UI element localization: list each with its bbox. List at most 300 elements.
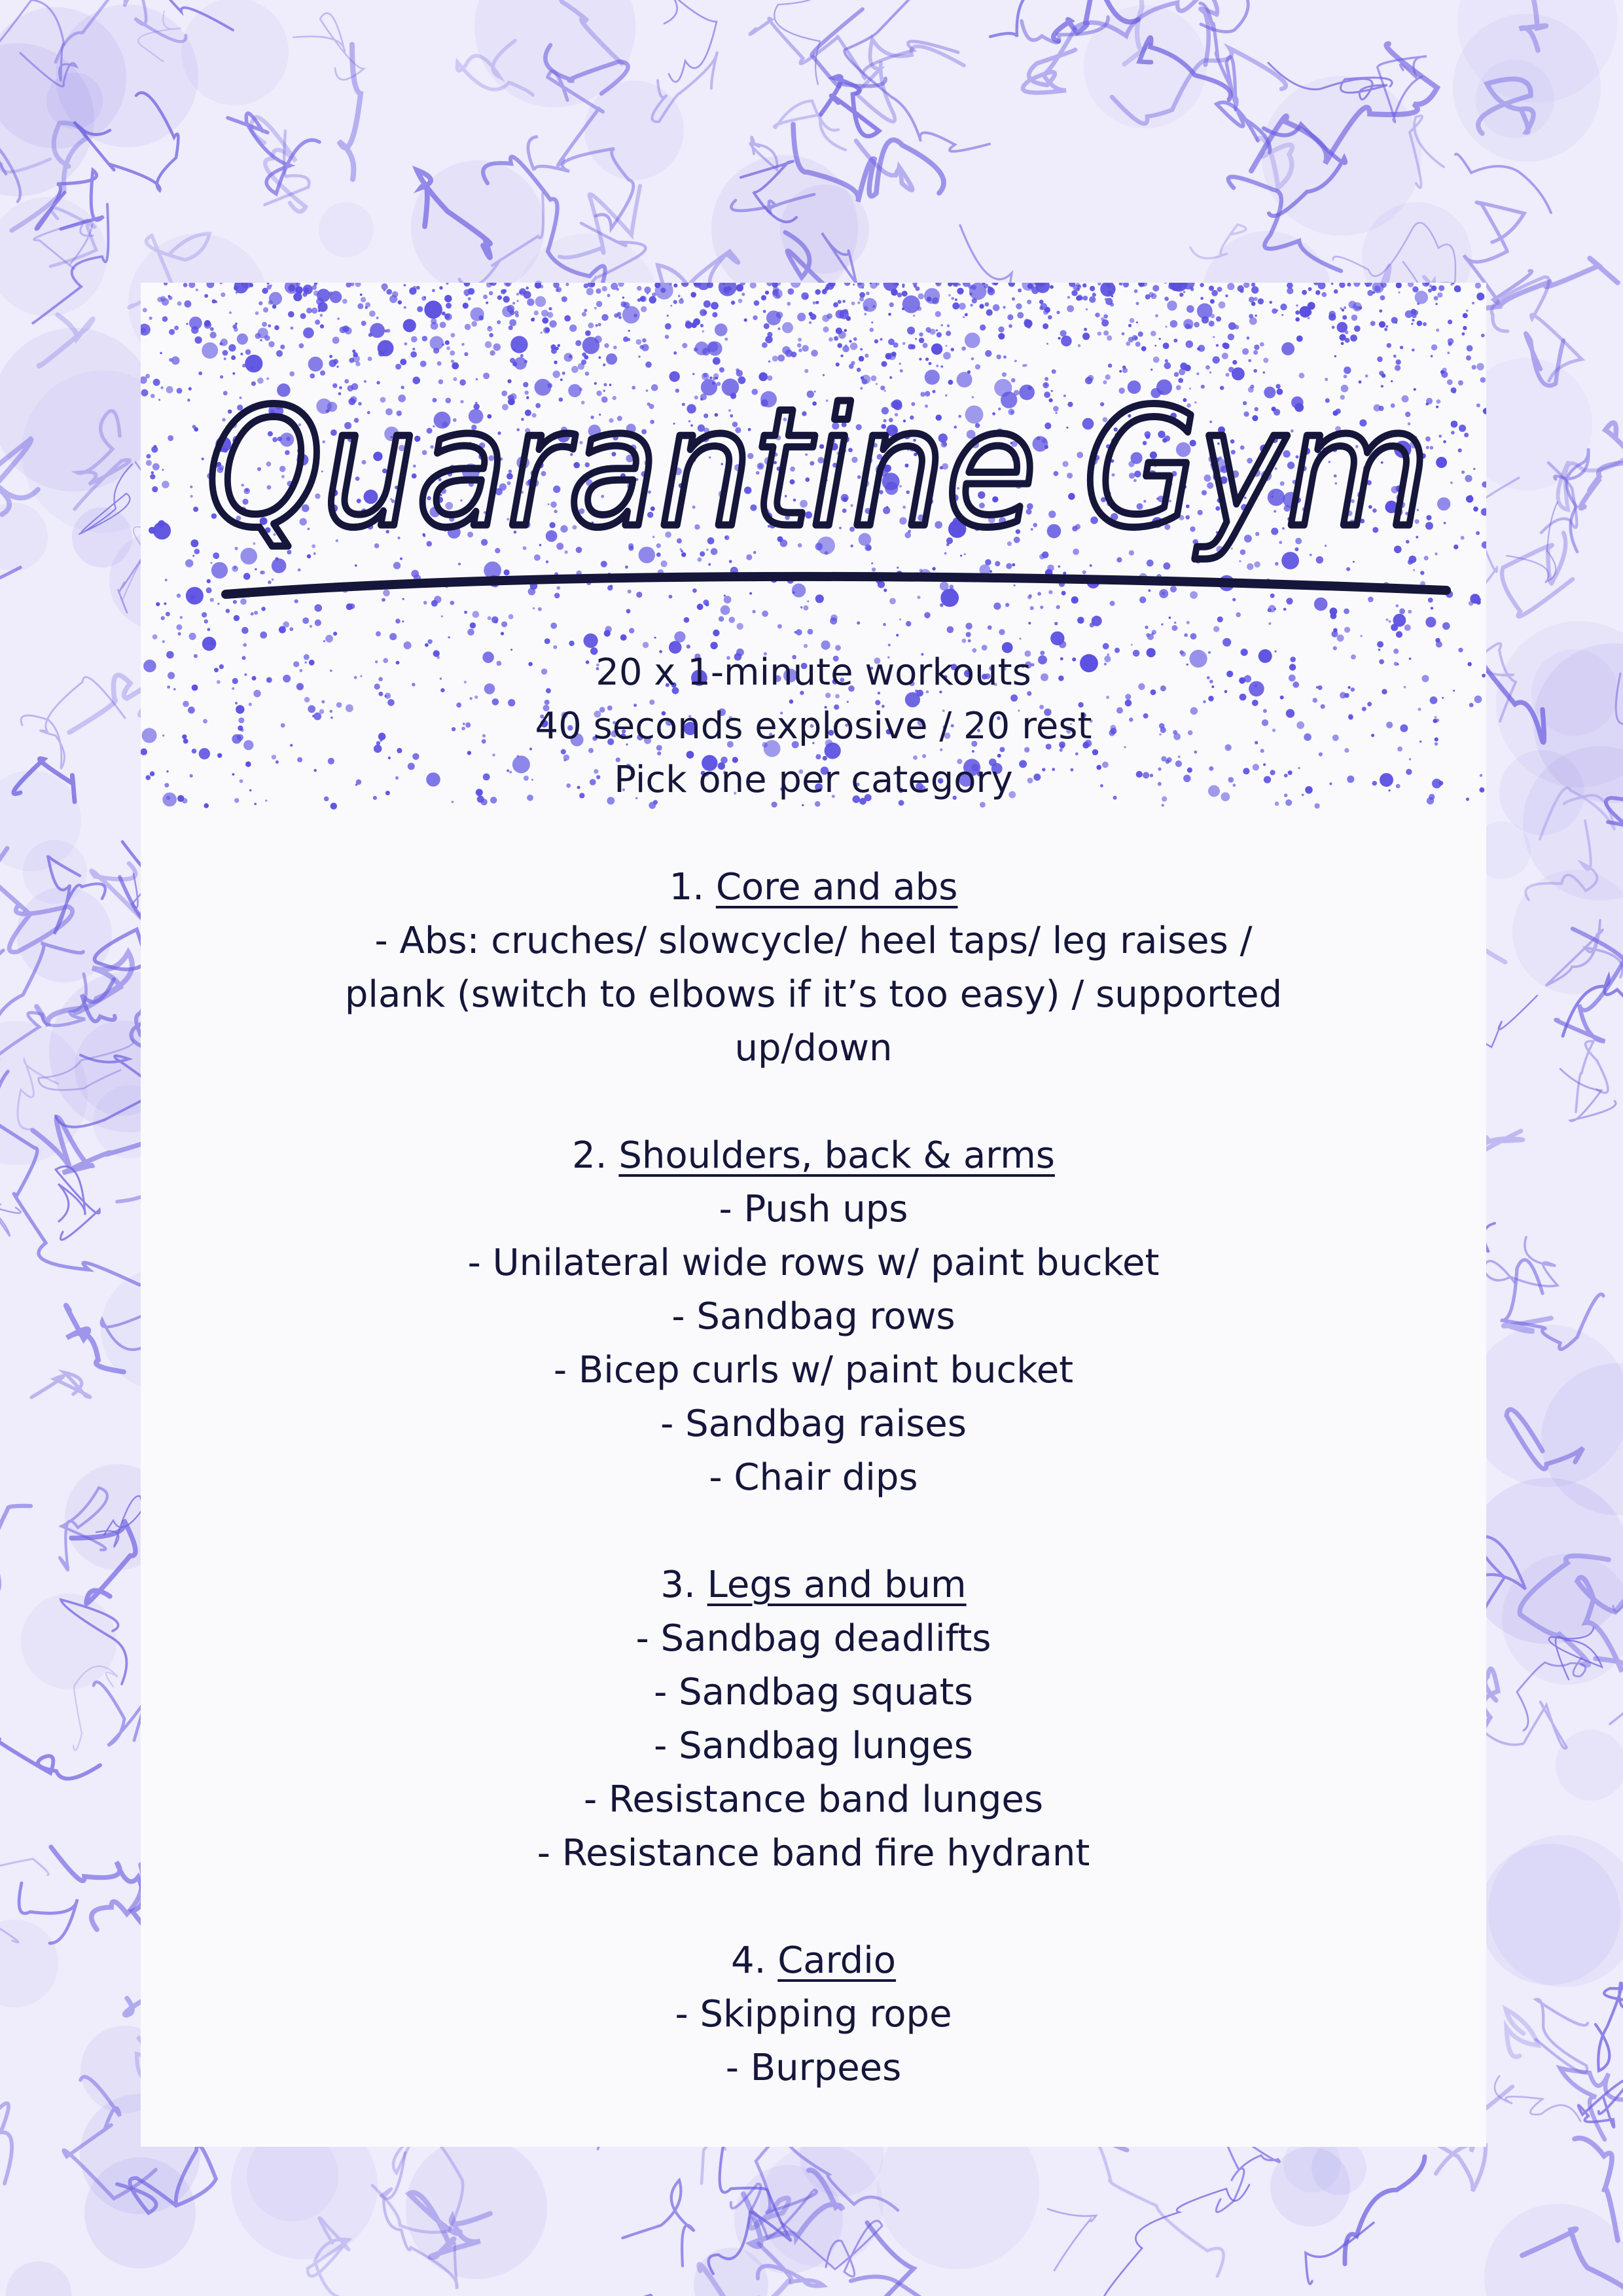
splatter-dot bbox=[160, 386, 163, 389]
splatter-dot bbox=[392, 291, 398, 297]
splatter-dot bbox=[993, 603, 1001, 610]
splatter-dot bbox=[262, 322, 267, 327]
splatter-dot bbox=[712, 312, 717, 317]
splatter-dot bbox=[531, 317, 535, 321]
splatter-dot bbox=[729, 617, 736, 623]
splatter-dot bbox=[166, 386, 173, 393]
splatter-dot bbox=[1123, 283, 1129, 287]
splatter-dot bbox=[1027, 300, 1031, 304]
splatter-dot bbox=[626, 609, 631, 613]
splatter-dot bbox=[468, 288, 474, 295]
splatter-dot bbox=[1067, 305, 1074, 312]
splatter-dot bbox=[959, 303, 966, 310]
splatter-dot bbox=[1130, 318, 1135, 323]
marble-cloud bbox=[411, 160, 544, 294]
section-number: 2. bbox=[572, 1134, 607, 1177]
splatter-dot bbox=[288, 311, 294, 317]
splatter-dot bbox=[161, 616, 165, 620]
document-body bbox=[141, 646, 1486, 2095]
exercise-item: - Chair dips bbox=[709, 1456, 918, 1499]
splatter-dot bbox=[302, 617, 309, 624]
marble-cloud bbox=[46, 73, 103, 129]
splatter-dot bbox=[1194, 322, 1200, 328]
marble-vein bbox=[21, 677, 125, 769]
splatter-dot bbox=[935, 311, 941, 317]
splatter-dot bbox=[180, 616, 183, 619]
splatter-dot bbox=[538, 607, 542, 611]
marble-vein bbox=[0, 1506, 31, 1592]
splatter-dot bbox=[269, 292, 282, 305]
splatter-dot bbox=[234, 286, 238, 291]
splatter-dot bbox=[654, 637, 656, 639]
splatter-dot bbox=[830, 615, 838, 622]
splatter-dot bbox=[727, 286, 731, 290]
splatter-dot bbox=[838, 300, 842, 304]
marble-vein bbox=[844, 0, 990, 151]
splatter-dot bbox=[649, 296, 656, 303]
splatter-dot bbox=[753, 315, 757, 320]
marble-vein bbox=[1536, 2000, 1588, 2073]
splatter-dot bbox=[719, 617, 724, 622]
splatter-dot bbox=[402, 620, 404, 622]
marble-vein bbox=[0, 2068, 12, 2183]
splatter-dot bbox=[1344, 627, 1350, 633]
splatter-dot bbox=[896, 634, 899, 637]
splatter-dot bbox=[440, 322, 446, 329]
splatter-dot bbox=[376, 317, 379, 319]
splatter-dot bbox=[446, 303, 452, 309]
splatter-dot bbox=[318, 310, 320, 312]
splatter-dot bbox=[711, 302, 719, 310]
splatter-dot bbox=[1281, 314, 1283, 316]
splatter-dot bbox=[1431, 607, 1433, 609]
splatter-dot bbox=[1329, 311, 1336, 317]
splatter-dot bbox=[596, 301, 602, 307]
splatter-dot bbox=[441, 615, 443, 617]
splatter-dot bbox=[164, 283, 168, 285]
splatter-dot bbox=[169, 329, 175, 335]
splatter-dot bbox=[1344, 306, 1346, 309]
marble-vein bbox=[1075, 2185, 1249, 2296]
splatter-dot bbox=[421, 296, 426, 300]
splatter-dot bbox=[1404, 624, 1411, 631]
splatter-dot bbox=[1391, 624, 1398, 631]
splatter-dot bbox=[1438, 285, 1444, 291]
splatter-dot bbox=[660, 287, 666, 293]
splatter-dot bbox=[512, 302, 515, 304]
splatter-dot bbox=[738, 285, 740, 287]
splatter-dot bbox=[971, 285, 976, 290]
splatter-dot bbox=[957, 288, 963, 295]
splatter-dot bbox=[207, 628, 210, 631]
splatter-dot bbox=[1331, 283, 1334, 285]
splatter-dot bbox=[1330, 607, 1338, 615]
splatter-dot bbox=[1385, 325, 1388, 328]
splatter-dot bbox=[1243, 283, 1249, 288]
splatter-dot bbox=[644, 287, 651, 293]
splatter-dot bbox=[497, 295, 502, 300]
splatter-dot bbox=[883, 623, 886, 626]
splatter-dot bbox=[912, 283, 917, 286]
splatter-dot bbox=[442, 312, 446, 315]
splatter-dot bbox=[927, 296, 932, 302]
splatter-dot bbox=[952, 297, 954, 300]
splatter-dot bbox=[1024, 319, 1033, 328]
splatter-dot bbox=[1437, 293, 1442, 298]
splatter-dot bbox=[544, 638, 550, 644]
splatter-dot bbox=[279, 626, 286, 634]
splatter-dot bbox=[1280, 304, 1287, 310]
marble-cloud bbox=[711, 155, 858, 302]
splatter-dot bbox=[1171, 625, 1177, 631]
splatter-dot bbox=[924, 612, 931, 619]
splatter-dot bbox=[777, 624, 782, 629]
splatter-dot bbox=[754, 300, 760, 306]
splatter-dot bbox=[713, 630, 719, 636]
splatter-dot bbox=[178, 632, 181, 636]
splatter-dot bbox=[863, 306, 868, 311]
splatter-dot bbox=[1379, 321, 1385, 328]
splatter-dot bbox=[1412, 319, 1414, 321]
spacer bbox=[141, 1880, 1486, 1934]
splatter-dot bbox=[226, 609, 230, 613]
section-heading-text: Cardio bbox=[777, 1939, 897, 1982]
splatter-dot bbox=[427, 639, 432, 644]
splatter-dot bbox=[1048, 315, 1052, 320]
splatter-dot bbox=[491, 617, 499, 624]
splatter-dot bbox=[602, 286, 607, 291]
exercise-item: - Sandbag raises bbox=[660, 1403, 967, 1445]
splatter-dot bbox=[1040, 605, 1043, 609]
section-heading-text: Legs and bum bbox=[707, 1564, 967, 1606]
marble-cloud bbox=[0, 1920, 58, 2007]
exercise-item: - Sandbag rows bbox=[671, 1295, 955, 1338]
splatter-dot bbox=[899, 619, 901, 620]
splatter-dot bbox=[467, 629, 474, 636]
title-underline bbox=[226, 577, 1446, 594]
splatter-dot bbox=[204, 321, 211, 329]
splatter-dot bbox=[1145, 626, 1148, 629]
splatter-dot bbox=[813, 301, 816, 304]
splatter-dot bbox=[1254, 297, 1258, 301]
splatter-dot bbox=[969, 293, 972, 296]
marble-cloud bbox=[319, 202, 374, 257]
splatter-dot bbox=[605, 626, 612, 632]
splatter-dot bbox=[844, 283, 851, 286]
splatter-dot bbox=[684, 617, 690, 623]
splatter-dot bbox=[445, 314, 452, 321]
splatter-dot bbox=[1425, 617, 1436, 627]
splatter-dot bbox=[1056, 605, 1060, 609]
splatter-dot bbox=[1251, 286, 1258, 293]
splatter-dot bbox=[737, 623, 743, 630]
splatter-dot bbox=[985, 302, 990, 307]
splatter-dot bbox=[1209, 285, 1214, 291]
splatter-dot bbox=[637, 286, 642, 291]
splatter-dot bbox=[483, 295, 488, 299]
splatter-dot bbox=[446, 283, 448, 285]
splatter-dot bbox=[1169, 617, 1171, 619]
splatter-dot bbox=[304, 287, 309, 293]
splatter-dot bbox=[1315, 290, 1320, 295]
splatter-dot bbox=[202, 612, 207, 617]
splatter-dot bbox=[596, 289, 601, 294]
splatter-dot bbox=[255, 312, 259, 315]
splatter-dot bbox=[1463, 313, 1468, 318]
splatter-dot bbox=[251, 613, 254, 616]
splatter-dot bbox=[519, 288, 526, 295]
splatter-dot bbox=[1380, 295, 1385, 300]
splatter-dot bbox=[466, 295, 468, 296]
splatter-dot bbox=[979, 304, 984, 308]
splatter-dot bbox=[1082, 283, 1086, 287]
splatter-dot bbox=[533, 607, 535, 609]
splatter-dot bbox=[556, 288, 560, 292]
splatter-dot bbox=[270, 285, 272, 287]
splatter-dot bbox=[1249, 317, 1257, 325]
splatter-dot bbox=[165, 579, 168, 581]
splatter-dot bbox=[448, 636, 450, 638]
splatter-dot bbox=[601, 314, 608, 321]
splatter-dot bbox=[151, 446, 158, 453]
splatter-dot bbox=[382, 283, 388, 290]
splatter-dot bbox=[1186, 621, 1190, 624]
splatter-dot bbox=[1386, 619, 1389, 621]
splatter-dot bbox=[507, 305, 514, 313]
splatter-dot bbox=[464, 283, 471, 287]
splatter-dot bbox=[1152, 630, 1156, 634]
splatter-dot bbox=[1134, 289, 1138, 293]
splatter-dot bbox=[220, 283, 223, 285]
exercise-item: - Bicep curls w/ paint bucket bbox=[553, 1349, 1074, 1391]
splatter-dot bbox=[151, 394, 155, 399]
splatter-dot bbox=[509, 319, 516, 327]
splatter-dot bbox=[968, 639, 971, 643]
marble-vein bbox=[1217, 102, 1270, 152]
splatter-dot bbox=[1005, 603, 1009, 607]
exercise-item: - Resistance band fire hydrant bbox=[537, 1832, 1090, 1874]
splatter-dot bbox=[1067, 296, 1070, 298]
exercise-item: - Abs: cruches/ slowcycle/ heel taps/ leg raises / bbox=[374, 920, 1253, 962]
splatter-dot bbox=[966, 632, 971, 637]
splatter-dot bbox=[853, 283, 855, 285]
splatter-dot bbox=[1086, 308, 1088, 311]
marble-cloud bbox=[584, 81, 684, 180]
splatter-dot bbox=[1200, 283, 1204, 287]
splatter-dot bbox=[1287, 287, 1293, 294]
splatter-dot bbox=[902, 308, 904, 310]
marble-vein bbox=[664, 0, 717, 82]
splatter-dot bbox=[1184, 634, 1188, 637]
splatter-dot bbox=[1089, 296, 1096, 303]
splatter-dot bbox=[413, 286, 417, 290]
splatter-dot bbox=[1389, 620, 1391, 623]
marble-vein bbox=[1502, 533, 1573, 617]
splatter-dot bbox=[355, 283, 361, 287]
splatter-dot bbox=[902, 295, 920, 313]
splatter-dot bbox=[857, 621, 860, 624]
splatter-dot bbox=[965, 622, 972, 629]
splatter-dot bbox=[1448, 319, 1452, 324]
marble-cloud bbox=[1556, 1730, 1623, 1801]
splatter-dot bbox=[1475, 283, 1481, 289]
splatter-dot bbox=[361, 297, 366, 302]
splatter-dot bbox=[988, 288, 995, 296]
splatter-dot bbox=[160, 352, 162, 354]
splatter-dot bbox=[1466, 310, 1468, 312]
splatter-dot bbox=[823, 289, 826, 292]
marble-vein bbox=[774, 0, 822, 84]
splatter-dot bbox=[1268, 608, 1272, 612]
splatter-dot bbox=[808, 629, 813, 635]
section-heading bbox=[141, 1558, 1486, 1612]
splatter-dot bbox=[184, 300, 191, 308]
splatter-dot bbox=[548, 307, 552, 310]
exercise-item: - Sandbag squats bbox=[654, 1671, 973, 1713]
splatter-dot bbox=[147, 454, 151, 459]
splatter-dot bbox=[471, 321, 477, 327]
splatter-dot bbox=[1295, 310, 1300, 315]
splatter-dot bbox=[162, 316, 168, 322]
splatter-dot bbox=[315, 619, 321, 626]
splatter-dot bbox=[750, 283, 757, 289]
marble-vein bbox=[622, 2180, 694, 2266]
splatter-dot bbox=[376, 631, 381, 636]
splatter-dot bbox=[693, 318, 700, 325]
splatter-dot bbox=[1161, 623, 1163, 625]
splatter-dot bbox=[1197, 303, 1213, 319]
splatter-dot bbox=[889, 302, 894, 307]
splatter-dot bbox=[141, 324, 151, 336]
splatter-dot bbox=[1170, 320, 1178, 328]
splatter-dot bbox=[1411, 323, 1413, 325]
marble-cloud bbox=[406, 2138, 547, 2279]
splatter-dot bbox=[444, 295, 452, 302]
splatter-dot bbox=[414, 289, 417, 292]
splatter-dot bbox=[263, 307, 268, 312]
splatter-dot bbox=[1379, 310, 1382, 313]
splatter-dot bbox=[1174, 622, 1176, 624]
splatter-dot bbox=[565, 283, 569, 286]
splatter-dot bbox=[1347, 283, 1351, 287]
splatter-dot bbox=[1472, 302, 1474, 304]
spacer bbox=[141, 1505, 1486, 1558]
splatter-dot bbox=[947, 626, 954, 634]
splatter-dot bbox=[468, 297, 471, 300]
splatter-dot bbox=[704, 300, 711, 308]
splatter-dot bbox=[1190, 633, 1197, 639]
splatter-dot bbox=[526, 287, 529, 290]
splatter-dot bbox=[1334, 289, 1338, 294]
marble-cloud bbox=[21, 1594, 116, 1689]
splatter-dot bbox=[541, 310, 548, 317]
marble-vein bbox=[1048, 2209, 1096, 2270]
splatter-dot bbox=[1272, 308, 1277, 314]
splatter-dot bbox=[550, 622, 557, 629]
section-number: 3. bbox=[660, 1564, 696, 1606]
splatter-dot bbox=[1422, 283, 1430, 287]
splatter-dot bbox=[235, 323, 238, 325]
splatter-dot bbox=[342, 299, 348, 304]
splatter-dot bbox=[1340, 307, 1342, 309]
splatter-dot bbox=[1367, 290, 1373, 296]
splatter-dot bbox=[1255, 315, 1257, 317]
splatter-dot bbox=[330, 291, 342, 304]
splatter-dot bbox=[1308, 302, 1315, 310]
splatter-dot bbox=[741, 293, 745, 296]
splatter-dot bbox=[1353, 283, 1360, 287]
splatter-dot bbox=[404, 284, 406, 287]
splatter-dot bbox=[963, 316, 965, 319]
splatter-dot bbox=[416, 286, 420, 290]
splatter-dot bbox=[162, 469, 164, 471]
splatter-dot bbox=[1030, 606, 1034, 610]
splatter-dot bbox=[293, 293, 302, 301]
splatter-dot bbox=[1276, 310, 1278, 312]
section-heading bbox=[141, 861, 1486, 914]
splatter-dot bbox=[143, 308, 147, 312]
splatter-dot bbox=[1151, 293, 1157, 299]
splatter-dot bbox=[1435, 638, 1440, 643]
marble-cloud bbox=[1084, 5, 1207, 128]
exercise-item: plank (switch to elbows if it’s too easy) / supported bbox=[344, 973, 1283, 1016]
splatter-dot bbox=[859, 292, 865, 298]
splatter-dot bbox=[1305, 309, 1312, 316]
splatter-dot bbox=[1431, 285, 1437, 291]
splatter-dot bbox=[361, 321, 366, 326]
splatter-dot bbox=[1012, 297, 1015, 300]
splatter-dot bbox=[564, 315, 571, 322]
splatter-dot bbox=[1318, 283, 1326, 289]
splatter-dot bbox=[738, 298, 743, 303]
splatter-dot bbox=[1190, 287, 1194, 291]
splatter-dot bbox=[839, 310, 849, 319]
splatter-dot bbox=[337, 317, 340, 320]
splatter-dot bbox=[1213, 626, 1219, 632]
splatter-dot bbox=[527, 298, 534, 306]
splatter-dot bbox=[473, 611, 480, 618]
splatter-dot bbox=[1302, 290, 1307, 295]
spacer bbox=[141, 807, 1486, 861]
splatter-dot bbox=[670, 643, 673, 645]
splatter-dot bbox=[432, 289, 435, 293]
splatter-dot bbox=[221, 293, 225, 297]
splatter-dot bbox=[947, 325, 950, 327]
splatter-dot bbox=[986, 309, 993, 315]
splatter-dot bbox=[542, 317, 548, 324]
splatter-dot bbox=[1019, 637, 1021, 639]
splatter-dot bbox=[1103, 314, 1108, 319]
splatter-dot bbox=[864, 313, 866, 315]
splatter-dot bbox=[204, 619, 208, 623]
splatter-dot bbox=[1092, 616, 1102, 626]
splatter-dot bbox=[1105, 298, 1113, 305]
splatter-dot bbox=[1101, 319, 1109, 327]
splatter-dot bbox=[913, 315, 915, 317]
paper-sheet bbox=[141, 283, 1486, 2147]
splatter-dot bbox=[667, 315, 669, 317]
splatter-dot bbox=[431, 318, 437, 324]
splatter-dot bbox=[1039, 306, 1043, 310]
splatter-dot bbox=[268, 324, 271, 327]
splatter-dot bbox=[796, 629, 802, 636]
splatter-dot bbox=[940, 324, 943, 327]
splatter-dot bbox=[673, 283, 677, 287]
splatter-dot bbox=[404, 306, 406, 309]
splatter-dot bbox=[772, 289, 782, 298]
splatter-dot bbox=[598, 323, 601, 326]
splatter-dot bbox=[1398, 291, 1400, 293]
